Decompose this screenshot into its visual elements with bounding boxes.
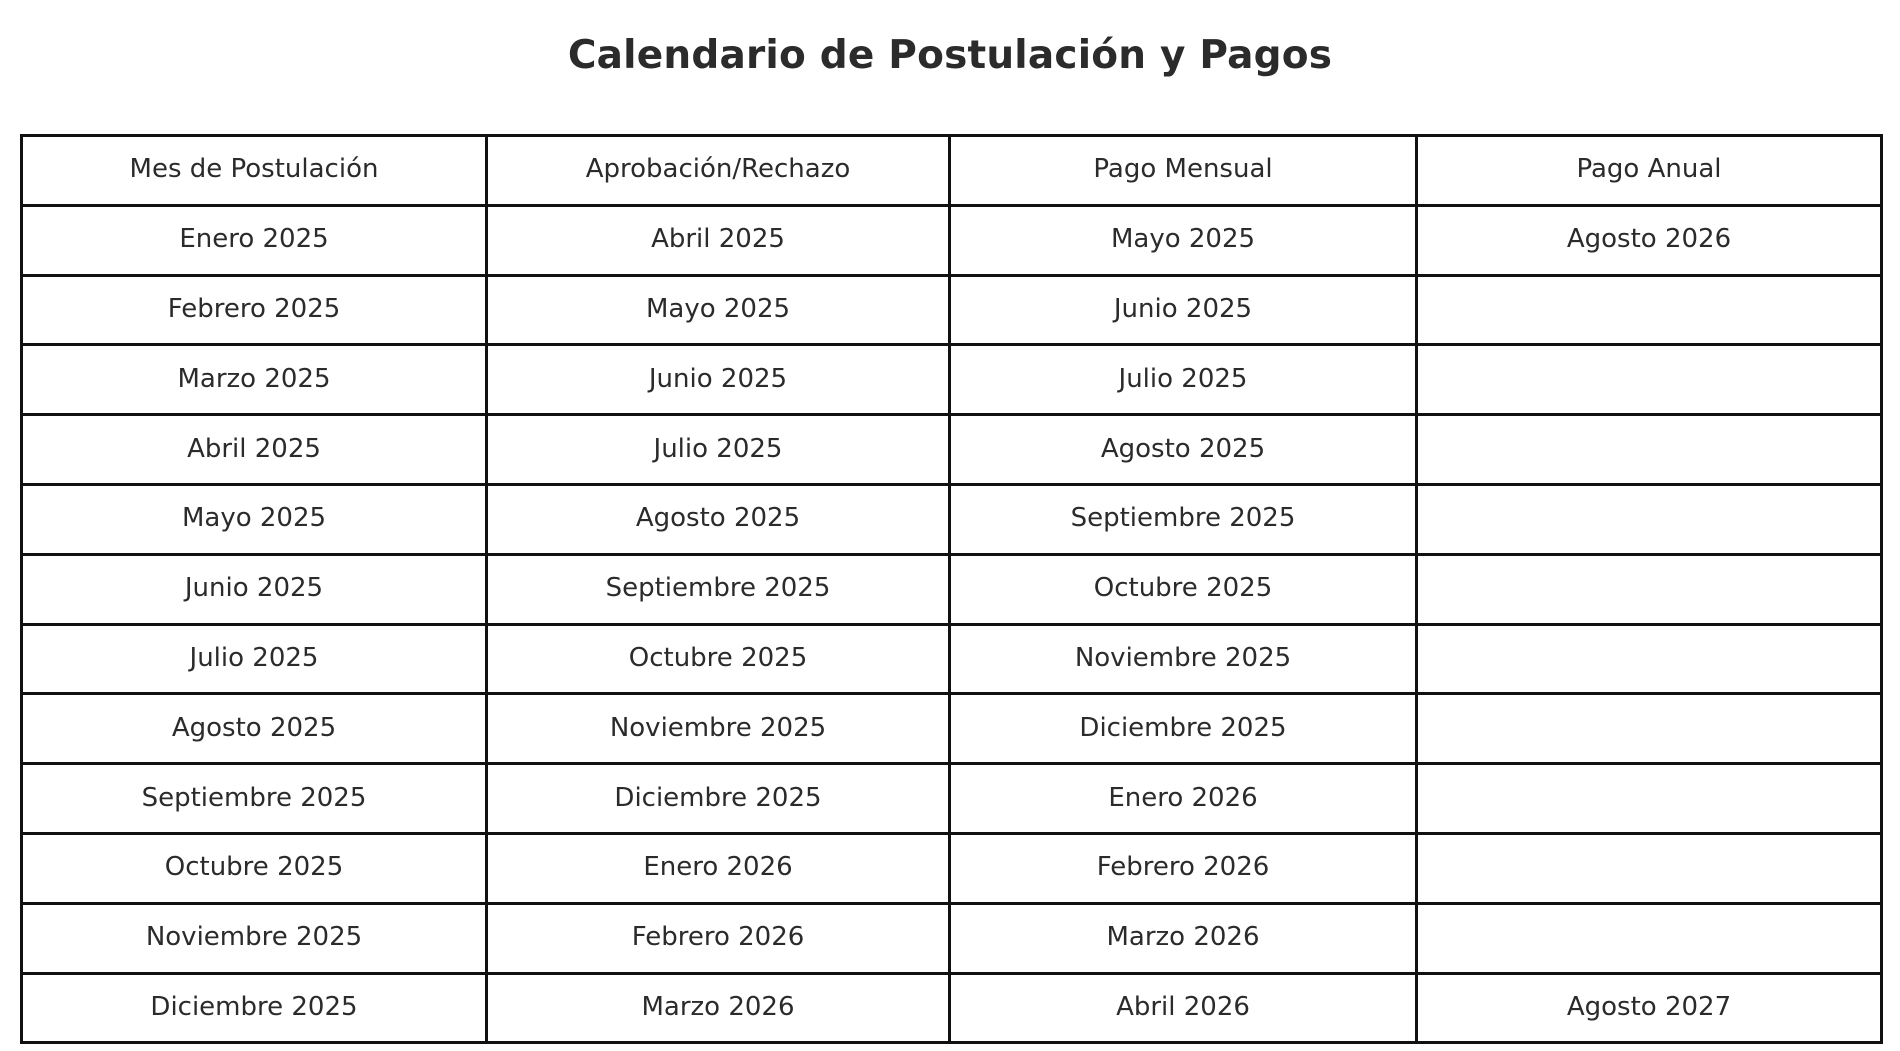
cell-aprobacion-rechazo: Abril 2025 <box>487 205 950 275</box>
cell-pago-anual <box>1417 903 1882 973</box>
table-row <box>22 554 1882 624</box>
cell-pago-anual <box>1417 833 1882 903</box>
column-header-pago-anual: Pago Anual <box>1417 136 1882 206</box>
table-row <box>22 903 1882 973</box>
cell-pago-mensual: Noviembre 2025 <box>950 624 1417 694</box>
calendar-table-container <box>20 134 1880 1023</box>
cell-pago-anual <box>1417 415 1882 485</box>
calendar-table <box>20 134 1883 1044</box>
table-row <box>22 484 1882 554</box>
cell-mes-de-postulacion: Octubre 2025 <box>22 833 487 903</box>
table-row <box>22 764 1882 834</box>
cell-pago-mensual: Agosto 2025 <box>950 415 1417 485</box>
page-title: Calendario de Postulación y Pagos <box>567 32 1333 78</box>
cell-mes-de-postulacion: Agosto 2025 <box>22 694 487 764</box>
table-row <box>22 415 1882 485</box>
cell-pago-anual <box>1417 484 1882 554</box>
column-header-aprobacion-rechazo: Aprobación/Rechazo <box>487 136 950 206</box>
table-row <box>22 973 1882 1043</box>
table-row <box>22 833 1882 903</box>
cell-pago-anual <box>1417 345 1882 415</box>
cell-pago-mensual: Julio 2025 <box>950 345 1417 415</box>
cell-aprobacion-rechazo: Febrero 2026 <box>487 903 950 973</box>
cell-pago-anual <box>1417 275 1882 345</box>
cell-aprobacion-rechazo: Marzo 2026 <box>487 973 950 1043</box>
table-row <box>22 624 1882 694</box>
cell-pago-mensual: Enero 2026 <box>950 764 1417 834</box>
column-header-mes-de-postulacion: Mes de Postulación <box>22 136 487 206</box>
cell-aprobacion-rechazo: Agosto 2025 <box>487 484 950 554</box>
cell-pago-mensual: Abril 2026 <box>950 973 1417 1043</box>
cell-pago-anual <box>1417 764 1882 834</box>
cell-aprobacion-rechazo: Mayo 2025 <box>487 275 950 345</box>
cell-mes-de-postulacion: Marzo 2025 <box>22 345 487 415</box>
cell-mes-de-postulacion: Diciembre 2025 <box>22 973 487 1043</box>
cell-pago-anual <box>1417 624 1882 694</box>
cell-pago-mensual: Febrero 2026 <box>950 833 1417 903</box>
cell-aprobacion-rechazo: Octubre 2025 <box>487 624 950 694</box>
table-row <box>22 694 1882 764</box>
cell-mes-de-postulacion: Julio 2025 <box>22 624 487 694</box>
cell-aprobacion-rechazo: Enero 2026 <box>487 833 950 903</box>
cell-aprobacion-rechazo: Julio 2025 <box>487 415 950 485</box>
cell-aprobacion-rechazo: Diciembre 2025 <box>487 764 950 834</box>
cell-mes-de-postulacion: Febrero 2025 <box>22 275 487 345</box>
table-header <box>22 136 1882 206</box>
table-row <box>22 205 1882 275</box>
cell-pago-anual <box>1417 694 1882 764</box>
cell-pago-mensual: Septiembre 2025 <box>950 484 1417 554</box>
cell-aprobacion-rechazo: Junio 2025 <box>487 345 950 415</box>
cell-mes-de-postulacion: Mayo 2025 <box>22 484 487 554</box>
cell-pago-anual: Agosto 2026 <box>1417 205 1882 275</box>
cell-mes-de-postulacion: Abril 2025 <box>22 415 487 485</box>
cell-pago-anual <box>1417 554 1882 624</box>
cell-pago-mensual: Marzo 2026 <box>950 903 1417 973</box>
cell-pago-mensual: Mayo 2025 <box>950 205 1417 275</box>
table-body <box>22 205 1882 1043</box>
cell-mes-de-postulacion: Junio 2025 <box>22 554 487 624</box>
cell-mes-de-postulacion: Septiembre 2025 <box>22 764 487 834</box>
cell-pago-mensual: Diciembre 2025 <box>950 694 1417 764</box>
table-header-row <box>22 136 1882 206</box>
cell-mes-de-postulacion: Enero 2025 <box>22 205 487 275</box>
cell-pago-mensual: Junio 2025 <box>950 275 1417 345</box>
cell-aprobacion-rechazo: Septiembre 2025 <box>487 554 950 624</box>
cell-pago-anual: Agosto 2027 <box>1417 973 1882 1043</box>
column-header-pago-mensual: Pago Mensual <box>950 136 1417 206</box>
cell-mes-de-postulacion: Noviembre 2025 <box>22 903 487 973</box>
table-row <box>22 345 1882 415</box>
cell-aprobacion-rechazo: Noviembre 2025 <box>487 694 950 764</box>
table-row <box>22 275 1882 345</box>
cell-pago-mensual: Octubre 2025 <box>950 554 1417 624</box>
